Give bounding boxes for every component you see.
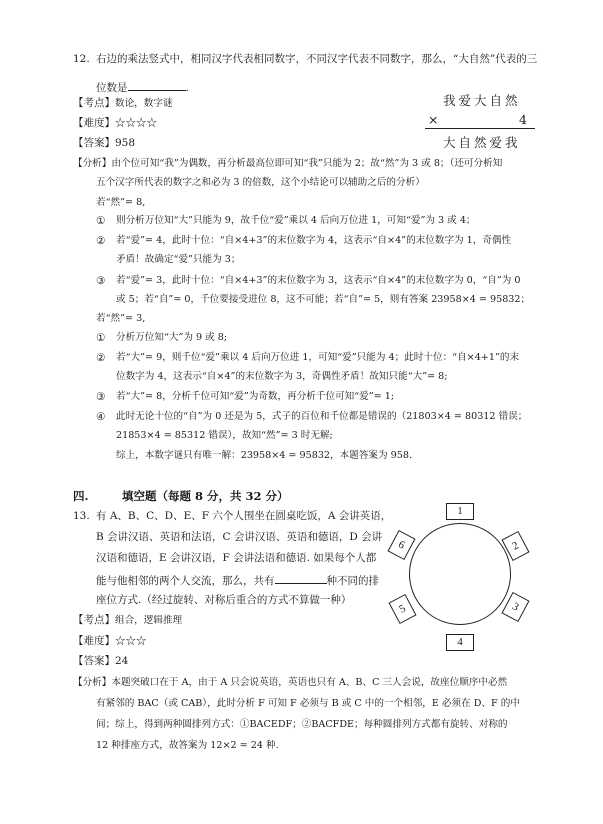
c3-2-text-b: 位数字为 4，这表示“自×4”的末位数字为 3，奇偶性矛盾！故知只能“大”= 8; — [116, 371, 448, 382]
puzzle-multiplier: 4 — [519, 112, 530, 127]
c8-3-text-b: 或 5；若“自”= 0，千位要接受进位 8，这不可能；若“自”= 5，则有答案 23958×4 = 95832； — [116, 294, 531, 305]
puzzle-times-sign: × — [428, 112, 442, 127]
c8-2-text-b: 矛盾！故确定“爱”只能为 3； — [116, 254, 241, 265]
answer-value: 958 — [115, 137, 136, 149]
q12-stem-2b: . — [185, 82, 189, 94]
q13-stem-4 — [96, 572, 379, 588]
answer-blank — [275, 572, 327, 584]
q12-stem-line-2 — [96, 79, 189, 95]
q13-nandu — [73, 634, 147, 648]
kaodian-text: 组合，逻辑推理 — [115, 615, 183, 626]
q12-stem-line-1: 右边的乘法竖式中，相同汉字代表相同数字，不同汉字代表不同数字，那么，“大自然”代表的三 — [96, 53, 538, 65]
c3-2-mark: ② — [96, 352, 106, 364]
q12-daan — [73, 136, 135, 150]
q12-summary: 综上，本数字谜只有唯一解：23958×4 = 95832，本题答案为 958. — [116, 450, 413, 461]
q12-fenxi-1 — [73, 157, 502, 171]
seat-1: 1 — [446, 503, 474, 520]
c3-3-mark: ③ — [96, 391, 106, 403]
c3-3-text: 若“大”= 8，分析千位可知“爱”为奇数，再分析千位可知“爱”= 1; — [116, 391, 395, 402]
q13-number: 13. — [73, 510, 90, 522]
c3-4-text-a: 此时无论十位的“自”为 0 还是为 5，式子的百位和千位都是错误的（21803×4 = 80312 错误； — [116, 411, 528, 422]
q13-stem-4a: 能与他相邻的两个人交流，那么，共有 — [96, 575, 275, 587]
q13-stem-5: 座位方式.（经过旋转、对称后重合的方式不算做一种） — [96, 594, 352, 606]
c8-3-text-a: 若“爱”= 3，此时十位：“自×4+3”的末位数字为 3，这表示“自×4”的末位数字为 0，“自”为 0 — [116, 275, 521, 286]
q13-fenxi-3: 间；综上，得到两种圆排列方式：①BACEDF；②BACFDE；每种圆排列方式都有旋转、对称的 — [96, 719, 508, 730]
c8-2-text-a: 若“爱”= 4，此时十位：“自×4+3”的末位数字为 4，这表示“自×4”的末位数字为 1，奇偶性 — [116, 235, 512, 246]
tag-daan: 【答案】 — [73, 137, 115, 149]
q13-stem-4b: 种不同的排 — [326, 575, 379, 587]
answer-blank — [128, 79, 186, 91]
q12-nandu — [73, 116, 157, 130]
tag-nandu: 【难度】 — [73, 635, 115, 647]
q13-fenxi-2: 有紧邻的 BAC（或 CAB），此时分析 F 可知 F 必须与 B 或 C 中的一个相邻，E 必须在 D、F 的中 — [96, 698, 520, 709]
difficulty-stars: ☆☆☆☆ — [115, 117, 157, 129]
tag-daan: 【答案】 — [73, 655, 115, 667]
seat-3: 3 — [501, 592, 529, 622]
case8-heading: 若“然”= 8, — [96, 197, 146, 208]
c3-1-mark: ① — [96, 332, 106, 344]
q13-stem-3: 汉语和德语，E 会讲汉语，F 会讲法语和德语. 如果每个人都 — [96, 552, 377, 564]
seat-2: 2 — [501, 531, 529, 561]
q13-fenxi-1 — [73, 676, 507, 690]
c3-1-text: 分析万位知“大”为 9 或 8; — [116, 332, 228, 343]
fenxi-text: 由个位可知“我”为偶数，再分析最高位即可知“我”只能为 2；故“然”为 3 或 8；（还可分析知 — [111, 158, 503, 169]
case3-heading: 若“然”= 3, — [96, 313, 146, 324]
c8-3-mark: ③ — [96, 275, 106, 287]
q12-stem-2a: 位数是 — [96, 82, 128, 94]
difficulty-stars: ☆☆☆ — [115, 635, 147, 647]
puzzle-row-1: 我爱大自然 — [443, 93, 521, 108]
fenxi-text: 本题突破口在于 A，由于 A 只会说英语，英语也只有 A、B、C 三人会说，故座位顺序中必然 — [111, 677, 508, 688]
c3-4-mark: ④ — [96, 411, 106, 423]
tag-nandu: 【难度】 — [73, 117, 115, 129]
c8-1-mark: ① — [96, 215, 106, 227]
tag-kaodian: 【考点】 — [73, 614, 115, 626]
tag-fenxi: 【分析】 — [73, 677, 112, 688]
q13-stem-1: 有 A、B、C、D、E、F 六个人围坐在圆桌吃饭，A 会讲英语， — [96, 510, 392, 522]
q13-daan — [73, 654, 128, 668]
answer-value: 24 — [115, 655, 129, 667]
seat-6: 6 — [387, 530, 415, 560]
kaodian-text: 数论，数字谜 — [115, 98, 173, 109]
tag-kaodian: 【考点】 — [73, 97, 115, 109]
seat-5: 5 — [388, 594, 416, 624]
c8-1-text: 则分析万位知“大”只能为 9，故千位“爱”乘以 4 后向万位进 1，可知“爱”为 3 或 4； — [116, 215, 476, 226]
puzzle-result: 大自然爱我 — [443, 135, 521, 150]
q13-kaodian — [73, 613, 182, 628]
round-table — [409, 523, 511, 625]
section-title: 填空题（每题 8 分，共 32 分） — [122, 489, 289, 503]
q12-fenxi-2: 五个汉字所代表的数字之和必为 3 的倍数，这个小结论可以辅助之后的分析） — [96, 177, 425, 188]
tag-fenxi: 【分析】 — [73, 158, 112, 169]
q13-fenxi-4: 12 种排座方式，故答案为 12×2 = 24 种. — [96, 740, 279, 751]
q13-stem-2: B 会讲汉语、英语和法语，C 会讲汉语、英语和德语，D 会讲 — [96, 531, 383, 543]
q12-kaodian — [73, 96, 173, 111]
c3-2-text-a: 若“大”= 9，则千位“爱”乘以 4 后向万位进 1，可知“爱”只能为 4；此时十位：“自×4+1”的末 — [116, 352, 520, 363]
puzzle-rule — [425, 128, 535, 129]
seat-4: 4 — [446, 634, 474, 651]
section-number: 四. — [73, 489, 89, 503]
q12-number: 12. — [73, 53, 90, 65]
c3-4-text-b: 21853×4 = 85312 错误），故知“然”= 3 时无解; — [116, 430, 333, 441]
c8-2-mark: ② — [96, 235, 106, 247]
